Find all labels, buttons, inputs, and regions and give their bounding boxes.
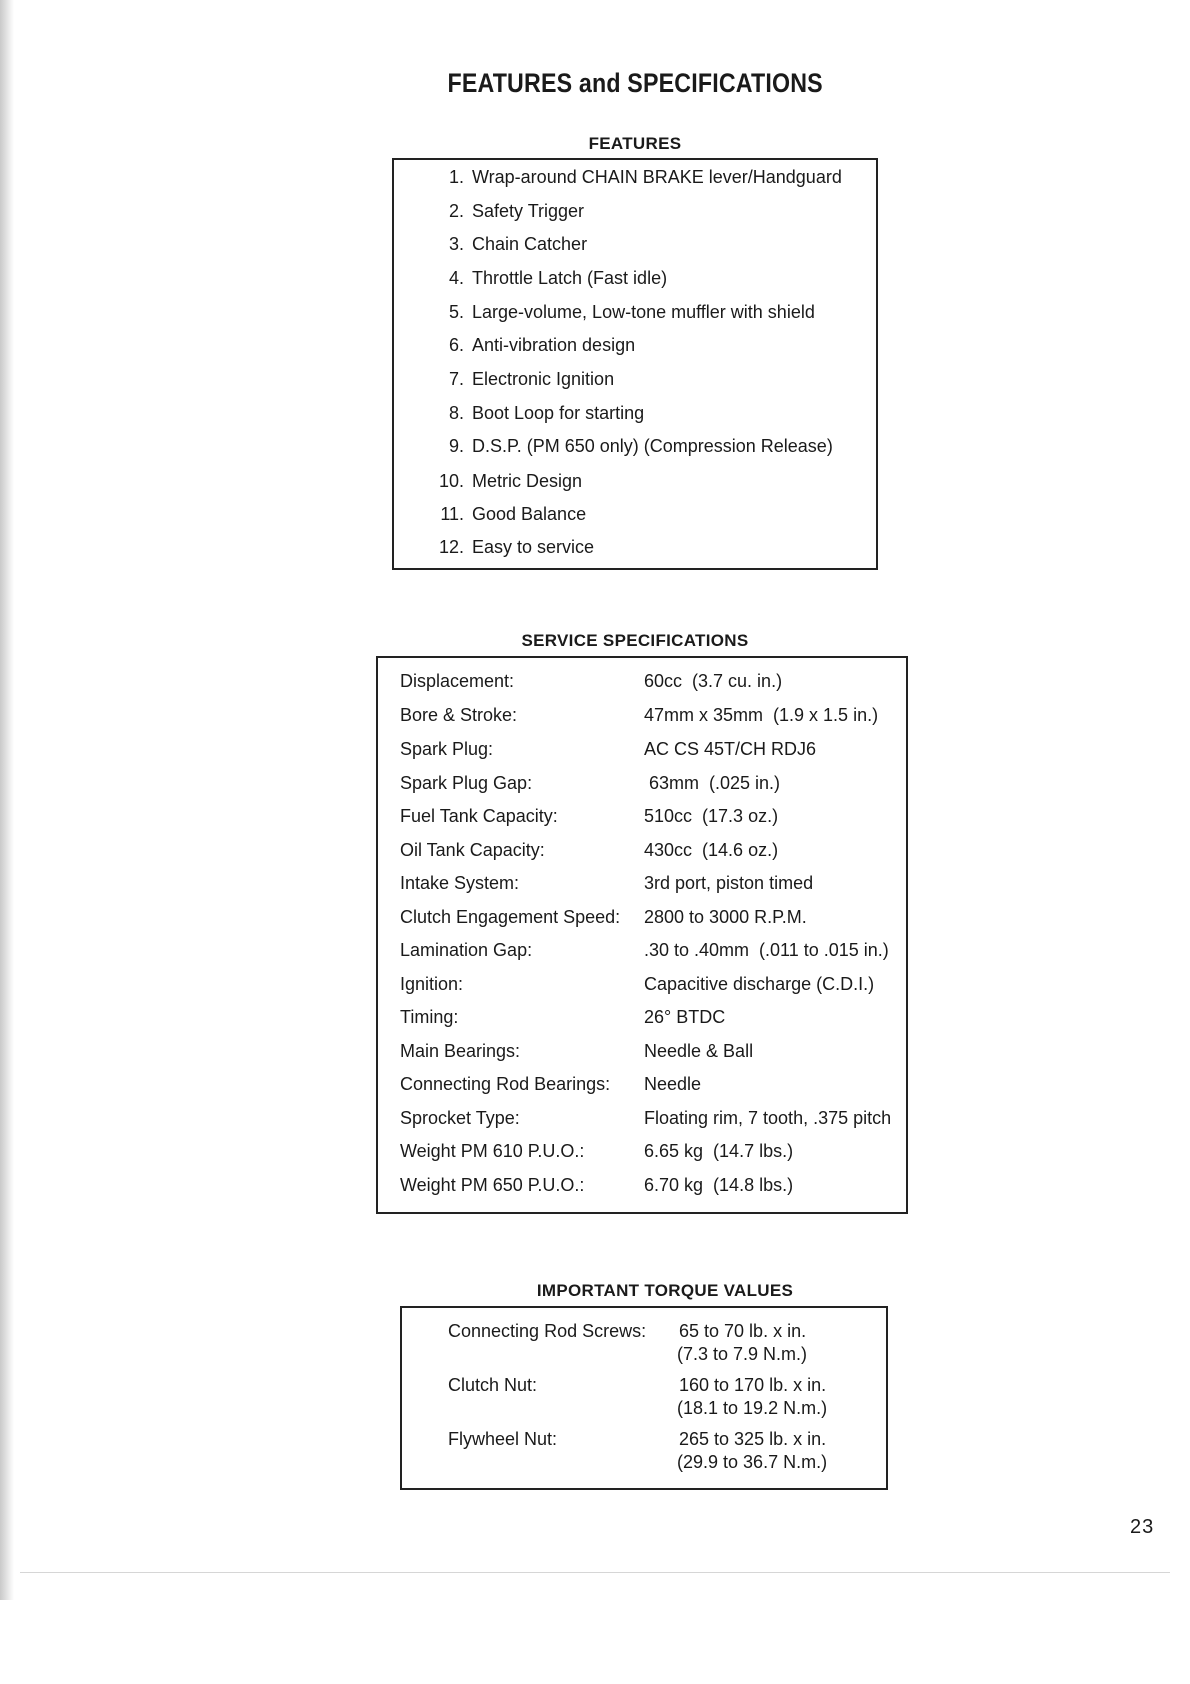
feature-text: Safety Trigger: [472, 201, 585, 221]
spec-value: 6.70 kg (14.8 lbs.): [644, 1175, 794, 1195]
feature-text: Anti-vibration design: [472, 335, 636, 355]
feature-item: [394, 198, 894, 224]
torque-value-imperial: 265 to 325 lb. x in.: [679, 1429, 827, 1449]
service-specifications-box: [376, 656, 908, 1214]
torque-value: [679, 1320, 807, 1366]
feature-text: Metric Design: [472, 471, 583, 491]
feature-text: Wrap-around CHAIN BRAKE lever/Handguard: [472, 167, 842, 187]
spec-label: Sprocket Type:: [400, 1108, 520, 1128]
feature-text: D.S.P. (PM 650 only) (Compression Release): [472, 436, 833, 456]
spec-row: [378, 1071, 908, 1097]
spec-row: [378, 770, 908, 796]
feature-item: [394, 468, 894, 494]
feature-item: [394, 433, 894, 459]
page-title: FEATURES and SPECIFICATIONS: [447, 68, 823, 98]
feature-item: [394, 231, 894, 257]
torque-row: [402, 1318, 892, 1366]
spec-value: Needle & Ball: [644, 1041, 754, 1061]
spec-value: Floating rim, 7 tooth, .375 pitch: [644, 1108, 892, 1128]
spec-value: 2800 to 3000 R.P.M.: [644, 907, 807, 927]
torque-value: [679, 1374, 827, 1420]
page-bottom-edge: [20, 1572, 1170, 1573]
feature-text: Chain Catcher: [472, 234, 588, 254]
torque-value-metric: (7.3 to 7.9 N.m.): [677, 1344, 808, 1364]
spec-value: 26° BTDC: [644, 1007, 726, 1027]
spec-row: [378, 668, 908, 694]
feature-number: 9.: [448, 436, 464, 456]
feature-item: [394, 501, 894, 527]
feature-text: Easy to service: [472, 537, 595, 557]
spec-label: Weight PM 610 P.U.O.:: [400, 1141, 585, 1161]
spec-row: [378, 702, 908, 728]
feature-number: 7.: [448, 369, 464, 389]
torque-row: [402, 1372, 892, 1420]
spec-value: 60cc (3.7 cu. in.): [644, 671, 783, 691]
spec-value: Capacitive discharge (C.D.I.): [644, 974, 875, 994]
feature-text: Large-volume, Low-tone muffler with shield: [472, 302, 815, 322]
feature-text: Good Balance: [472, 504, 587, 524]
spec-label: Bore & Stroke:: [400, 705, 518, 725]
feature-number: 1.: [448, 167, 464, 187]
spec-value: 510cc (17.3 oz.): [644, 806, 779, 826]
feature-number: 2.: [448, 201, 464, 221]
spec-value: 63mm (.025 in.): [644, 773, 781, 793]
spec-row: [378, 736, 908, 762]
feature-item: [394, 299, 894, 325]
torque-value-metric: (18.1 to 19.2 N.m.): [677, 1398, 828, 1418]
torque-label: Connecting Rod Screws:: [448, 1321, 647, 1341]
spec-value: 430cc (14.6 oz.): [644, 840, 779, 860]
feature-item: [394, 366, 894, 392]
torque-label: Clutch Nut:: [448, 1375, 538, 1395]
feature-text: Throttle Latch (Fast idle): [472, 268, 668, 288]
torque-value: [679, 1428, 827, 1474]
spec-label: Fuel Tank Capacity:: [400, 806, 558, 826]
feature-number: 10.: [438, 471, 464, 491]
torque-value-imperial: 160 to 170 lb. x in.: [679, 1375, 827, 1395]
feature-text: Boot Loop for starting: [472, 403, 645, 423]
feature-item: [394, 332, 894, 358]
feature-number: 12.: [438, 537, 464, 557]
feature-item: [394, 265, 894, 291]
page-binding-edge: [0, 0, 14, 1600]
feature-number: 6.: [448, 335, 464, 355]
spec-label: Spark Plug Gap:: [400, 773, 533, 793]
spec-label: Intake System:: [400, 873, 520, 893]
torque-row: [402, 1426, 892, 1474]
spec-row: [378, 870, 908, 896]
spec-row: [378, 1105, 908, 1131]
feature-item: [394, 400, 894, 426]
feature-item: [394, 534, 894, 560]
spec-value: 6.65 kg (14.7 lbs.): [644, 1141, 794, 1161]
spec-row: [378, 1138, 908, 1164]
service-specifications-heading: SERVICE SPECIFICATIONS: [521, 631, 749, 650]
features-box: [392, 158, 878, 570]
spec-label: Lamination Gap:: [400, 940, 533, 960]
spec-label: Spark Plug:: [400, 739, 494, 759]
torque-value-metric: (29.9 to 36.7 N.m.): [677, 1452, 828, 1472]
spec-row: [378, 1038, 908, 1064]
spec-row: [378, 803, 908, 829]
spec-row: [378, 904, 908, 930]
spec-label: Timing:: [400, 1007, 459, 1027]
spec-label: Ignition:: [400, 974, 464, 994]
feature-number: 8.: [448, 403, 464, 423]
spec-value: .30 to .40mm (.011 to .015 in.): [644, 940, 889, 960]
spec-label: Clutch Engagement Speed:: [400, 907, 621, 927]
feature-text: Electronic Ignition: [472, 369, 615, 389]
spec-value: Needle: [644, 1074, 702, 1094]
page-number: 23: [1130, 1516, 1155, 1538]
spec-row: [378, 1172, 908, 1198]
torque-label: Flywheel Nut:: [448, 1429, 558, 1449]
spec-value: AC CS 45T/CH RDJ6: [644, 739, 817, 759]
spec-row: [378, 937, 908, 963]
feature-number: 5.: [448, 302, 464, 322]
torque-values-box: [400, 1306, 888, 1490]
feature-number: 11.: [440, 504, 464, 524]
torque-value-imperial: 65 to 70 lb. x in.: [679, 1321, 807, 1341]
spec-label: Oil Tank Capacity:: [400, 840, 545, 860]
spec-label: Weight PM 650 P.U.O.:: [400, 1175, 585, 1195]
spec-label: Connecting Rod Bearings:: [400, 1074, 611, 1094]
torque-values-heading: IMPORTANT TORQUE VALUES: [536, 1281, 794, 1300]
feature-number: 3.: [448, 234, 464, 254]
spec-label: Displacement:: [400, 671, 515, 691]
feature-number: 4.: [448, 268, 464, 288]
spec-row: [378, 1004, 908, 1030]
spec-value: 47mm x 35mm (1.9 x 1.5 in.): [644, 705, 879, 725]
spec-row: [378, 971, 908, 997]
spec-row: [378, 837, 908, 863]
spec-value: 3rd port, piston timed: [644, 873, 814, 893]
spec-label: Main Bearings:: [400, 1041, 521, 1061]
features-heading: FEATURES: [588, 134, 682, 153]
feature-item: [394, 164, 894, 190]
